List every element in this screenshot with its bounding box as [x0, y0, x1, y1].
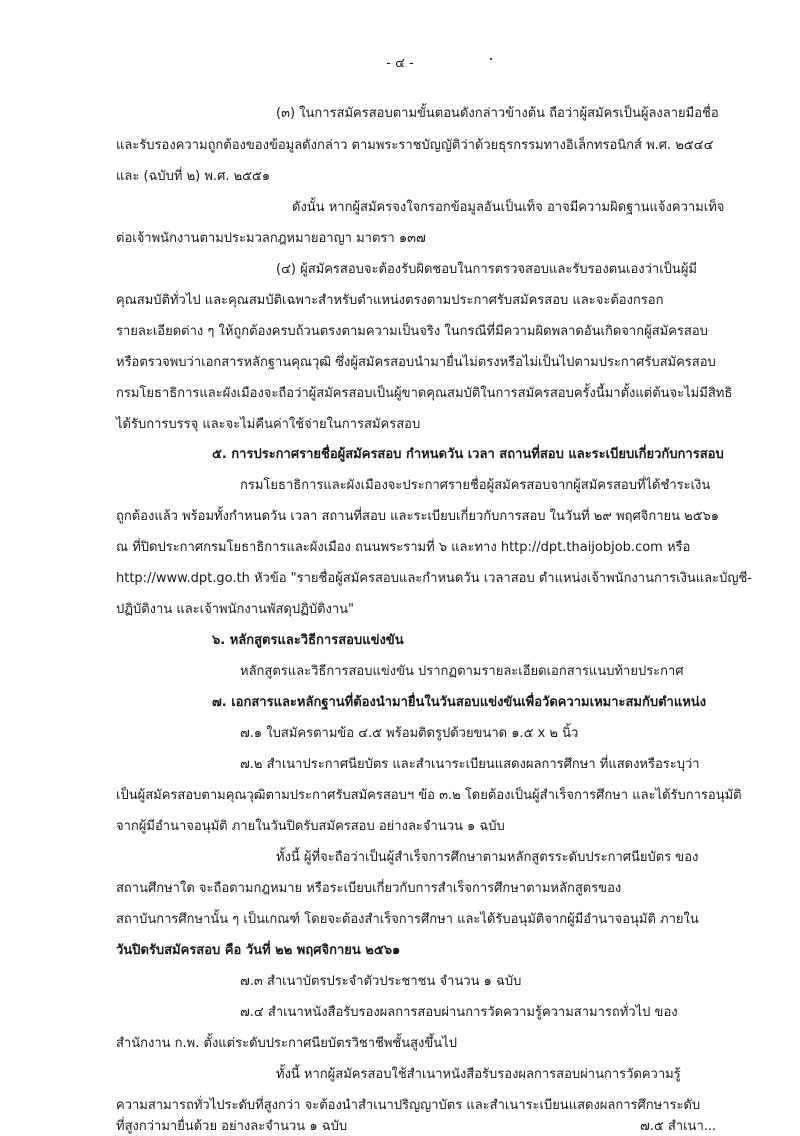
continuation-note: ๗.๕ สำเนา...	[640, 1119, 717, 1134]
text-line: ถูกต้องแล้ว พร้อมทั้งกำหนดวัน เวลา สถานที่สอบ และระเบียบเกี่ยวกับการสอบ ในวันที่ ๒๙ พฤศจิกายน ๒๕๖๑	[116, 509, 720, 524]
text-line: ๗.๒ สำเนาประกาศนียบัตร และสำเนาระเบียนแสดงผลการศึกษา ที่แสดงหรือระบุว่า	[240, 757, 700, 772]
text-line: วันปิดรับสมัครสอบ คือ วันที่ ๒๒ พฤศจิกายน ๒๕๖๑	[116, 943, 401, 958]
text-line: จากผู้มีอำนาจอนุมัติ ภายในวันปิดรับสมัครสอบ อย่างละจำนวน ๑ ฉบับ	[116, 819, 505, 834]
text-line: (๔) ผู้สมัครสอบจะต้องรับผิดชอบในการตรวจสอบและรับรองตนเองว่าเป็นผู้มี	[276, 262, 698, 277]
text-line: ต่อเจ้าพนักงานตามประมวลกฎหมายอาญา มาตรา ๑๓๗	[116, 231, 426, 246]
text-line: (๓) ในการสมัครสอบตามขั้นตอนดังกล่าวข้างต้น ถือว่าผู้สมัครเป็นผู้ลงลายมือชื่อ	[276, 106, 719, 121]
section-heading: ๕. การประกาศรายชื่อผู้สมัครสอบ กำหนดวัน เวลา สถานที่สอบ และระเบียบเกี่ยวกับการสอบ	[212, 447, 724, 462]
text-line: และรับรองความถูกต้องของข้อมูลดังกล่าว ตามพระราชบัญญัติว่าด้วยธุรกรรมทางอิเล็กทรอนิกส์ พ.ศ. ๒๕๔๔	[116, 138, 714, 153]
text-line: ที่สูงกว่ามายื่นด้วย อย่างละจำนวน ๑ ฉบับ	[116, 1119, 348, 1134]
text-line: คุณสมบัติทั่วไป และคุณสมบัติเฉพาะสำหรับตำแหน่งตรงตามประกาศรับสมัครสอบ และจะต้องกรอก	[116, 293, 664, 308]
scan-speck	[490, 58, 492, 60]
text-line: ได้รับการบรรจุ และจะไม่คืนค่าใช้จ่ายในการสมัครสอบ	[116, 417, 421, 432]
text-line: สำนักงาน ก.พ. ตั้งแต่ระดับประกาศนียบัตรวิชาชีพชั้นสูงขึ้นไป	[116, 1036, 457, 1051]
text-line: ๗.๓ สำเนาบัตรประจำตัวประชาชน จำนวน ๑ ฉบับ	[240, 974, 522, 989]
text-line: สถาบันการศึกษานั้น ๆ เป็นเกณฑ์ โดยจะต้องสำเร็จการศึกษา และได้รับอนุมัติจากผู้มีอำนาจอนุมัติ ภายใน	[116, 912, 699, 927]
text-line: ๗.๑ ใบสมัครตามข้อ ๔.๕ พร้อมติดรูปด้วยขนาด ๑.๕ x ๒ นิ้ว	[240, 726, 579, 741]
text-line: ความสามารถทั่วไประดับที่สูงกว่า จะต้องนำสำเนาปริญญาบัตร และสำเนาระเบียนแสดงผลการศึกษาระดับ	[116, 1098, 701, 1113]
text-line: ทั้งนี้ หากผู้สมัครสอบใช้สำเนาหนังสือรับรองผลการสอบผ่านการวัดความรู้	[276, 1067, 681, 1082]
text-line: ณ ที่ปิดประกาศกรมโยธาธิการและผังเมือง ถนนพระรามที่ ๖ และทาง http://dpt.thaijobjob.com หรือ	[116, 540, 691, 555]
text-line: ดังนั้น หากผู้สมัครจงใจกรอกข้อมูลอันเป็นเท็จ อาจมีความผิดฐานแจ้งความเท็จ	[292, 200, 725, 215]
text-line: และ (ฉบับที่ ๒) พ.ศ. ๒๕๕๑	[116, 169, 271, 184]
text-line: หลักสูตรและวิธีการสอบแข่งขัน ปรากฏตามรายละเอียดเอกสารแนบท้ายประกาศ	[240, 664, 684, 679]
text-line: ๗.๔ สำเนาหนังสือรับรองผลการสอบผ่านการวัดความรู้ความสามารถทั่วไป ของ	[240, 1005, 678, 1020]
text-line: ปฏิบัติงาน และเจ้าพนักงานพัสดุปฏิบัติงาน"	[116, 602, 355, 617]
text-line: กรมโยธาธิการและผังเมืองจะถือว่าผู้สมัครสอบเป็นผู้ขาดคุณสมบัติในการสมัครสอบครั้งนี้มาตั้งแต่ต้นจะไม่มีสิทธิ	[116, 386, 733, 401]
text-line: เป็นผู้สมัครสอบตามคุณวุฒิตามประกาศรับสมัครสอบฯ ข้อ ๓.๒ โดยต้องเป็นผู้สำเร็จการศึกษา และได้รับการอนุมัติ	[116, 788, 742, 803]
text-line: รายละเอียดต่าง ๆ ให้ถูกต้องครบถ้วนตรงตามความเป็นจริง ในกรณีที่มีความผิดพลาดอันเกิดจากผู้สมัครสอบ	[116, 324, 708, 339]
text-line: สถานศึกษาใด จะถือตามกฎหมาย หรือระเบียบเกี่ยวกับการสำเร็จการศึกษาตามหลักสูตรของ	[116, 881, 622, 896]
text-line: http://www.dpt.go.th หัวข้อ "รายชื่อผู้สมัครสอบและกำหนดวัน เวลาสอบ ตำแหน่งเจ้าพนักงานการเงินและบัญชี-	[116, 571, 752, 586]
text-line: กรมโยธาธิการและผังเมืองจะประกาศรายชื่อผู้สมัครสอบจากผู้สมัครสอบที่ได้ชำระเงิน	[240, 478, 711, 493]
text-line: ทั้งนี้ ผู้ที่จะถือว่าเป็นผู้สำเร็จการศึกษาตามหลักสูตรระดับประกาศนียบัตร ของ	[276, 850, 699, 865]
section-heading: ๖. หลักสูตรและวิธีการสอบแข่งขัน	[212, 633, 404, 648]
page-number: - ๔ -	[386, 56, 414, 71]
text-line: หรือตรวจพบว่าเอกสารหลักฐานคุณวุฒิ ซึ่งผู้สมัครสอบนำมายื่นไม่ตรงหรือไม่เป็นไปตามประกาศรับสมัครสอบ	[116, 355, 716, 370]
section-heading: ๗. เอกสารและหลักฐานที่ต้องนำมายื่นในวันสอบแข่งขันเพื่อวัดความเหมาะสมกับตำแหน่ง	[212, 695, 707, 710]
